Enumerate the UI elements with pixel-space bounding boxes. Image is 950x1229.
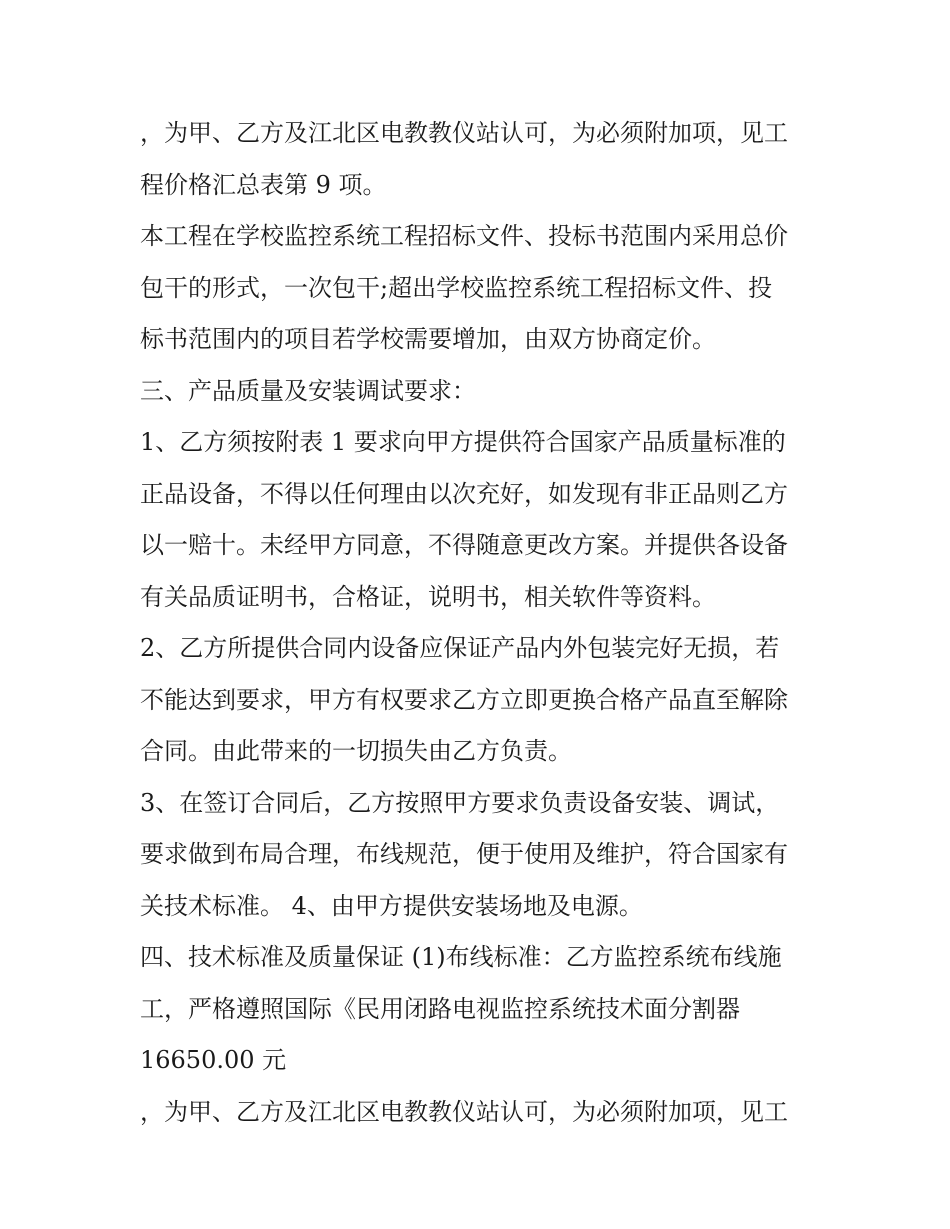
text-line: ，为甲、乙方及江北区电教教仪站认可，为必须附加项，见工 bbox=[140, 119, 788, 147]
section-heading: 四、技术标准及质量保证 (1)布线标准：乙方监控系统布线施 bbox=[140, 943, 782, 971]
text-line: 以一赔十。未经甲方同意，不得随意更改方案。并提供各设备 bbox=[140, 531, 788, 559]
text-line: 不能达到要求，甲方有权要求乙方立即更换合格产品直至解除 bbox=[140, 685, 788, 714]
price-line: 16650.00 元 bbox=[140, 1046, 287, 1074]
text-line: 有关品质证明书，合格证，说明书，相关软件等资料。 bbox=[140, 582, 716, 611]
text-line: 工，严格遵照国际《民用闭路电视监控系统技术面分割器 bbox=[140, 994, 740, 1023]
text-line: 1、乙方须按附表 1 要求向甲方提供符合国家产品质量标准的 bbox=[140, 428, 786, 456]
text-line: 3、在签订合同后，乙方按照甲方要求负责设备安装、调试， bbox=[140, 788, 780, 817]
text-line: 本工程在学校监控系统工程招标文件、投标书范围内采用总价 bbox=[140, 222, 788, 250]
text-line: 正品设备，不得以任何理由以次充好，如发现有非正品则乙方 bbox=[140, 479, 788, 508]
text-line: 标书范围内的项目若学校需要增加，由双方协商定价。 bbox=[140, 325, 716, 353]
document-body bbox=[140, 108, 820, 1138]
text-line: 包干的形式，一次包干;超出学校监控系统工程招标文件、投 bbox=[140, 273, 773, 302]
text-line: 要求做到布局合理，布线规范，便于使用及维护，符合国家有 bbox=[140, 840, 788, 868]
text-line: 2、乙方所提供合同内设备应保证产品内外包装完好无损，若 bbox=[140, 634, 780, 662]
text-line: 程价格汇总表第 9 项。 bbox=[140, 170, 387, 199]
text-line: 合同。由此带来的一切损失由乙方负责。 bbox=[140, 737, 572, 765]
text-line: 关技术标准。 4、由甲方提供安装场地及电源。 bbox=[140, 891, 643, 920]
text-line: ，为甲、乙方及江北区电教教仪站认可，为必须附加项，见工 bbox=[140, 1097, 788, 1126]
section-heading: 三、产品质量及安装调试要求： bbox=[140, 376, 476, 405]
